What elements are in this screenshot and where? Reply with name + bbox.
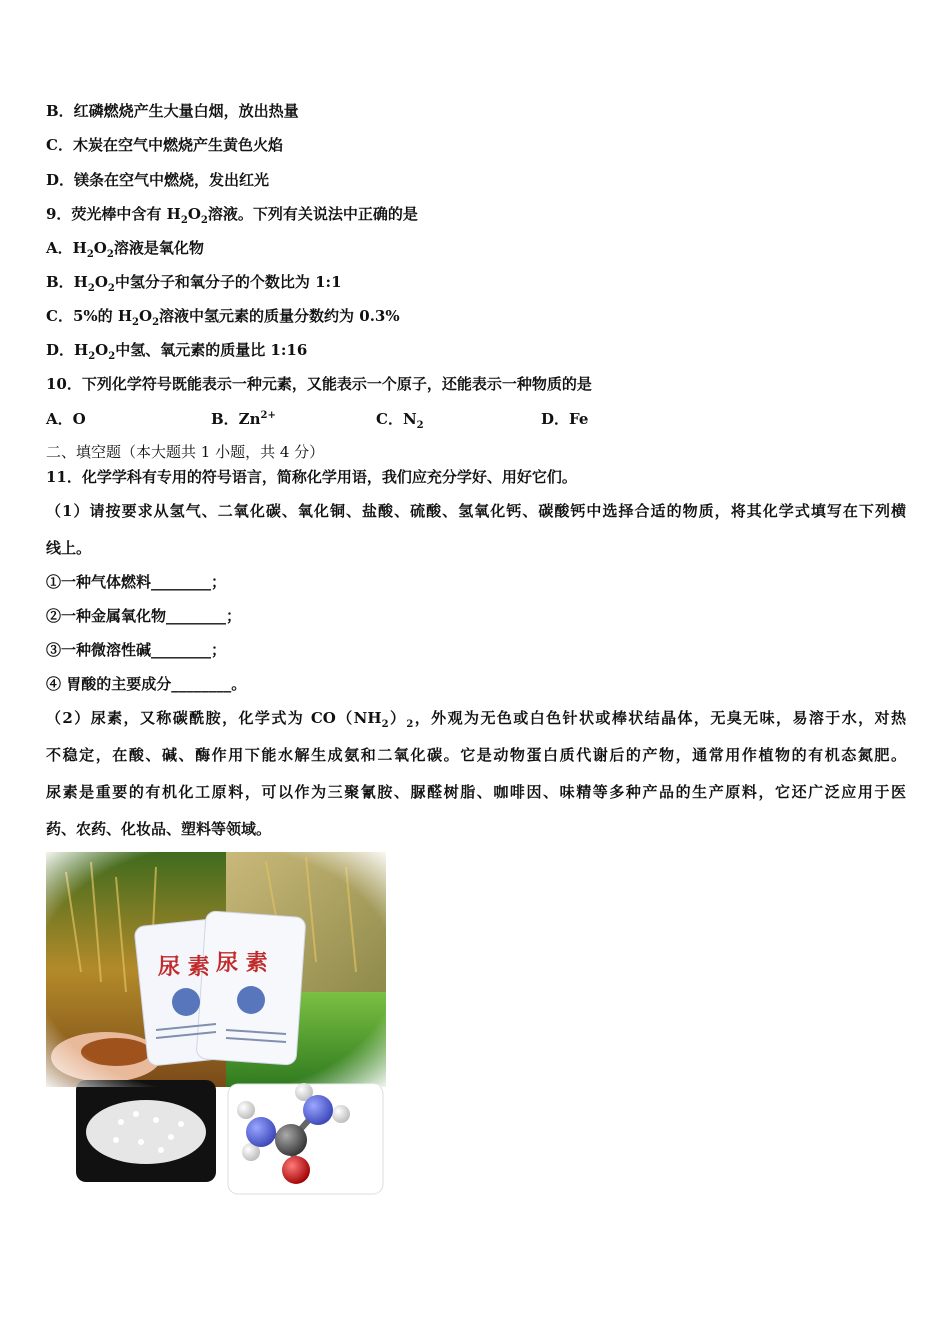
q9-option-c: C．5%的 $H_2O_2$溶液中氢元素的质量分数约为 0.3%: [46, 307, 400, 328]
q9-option-d: D．$H_2O_2$中氢、氧元素的质量比 1:16: [46, 341, 308, 362]
q10-options: [46, 408, 906, 431]
q11-item-1: ①一种气体燃料________；: [46, 573, 227, 591]
q11-part2-line1: （2）尿素，又称碳酰胺，化学式为 $CO(NH_2)_2$，外观为无色或白色针状或棒状结晶体，无臭无味，易溶于水，对热: [46, 709, 906, 730]
q9-option-a: A．$H_2O_2$溶液是氧化物: [46, 239, 204, 260]
q11-stem: 11．化学学科有专用的符号语言，简称化学用语，我们应充分学好、用好它们。: [46, 468, 577, 486]
q11-part2-line2: 不稳定，在酸、碱、酶作用下能水解生成氨和二氧化碳。它是动物蛋白质代谢后的产物，通常用作植物的有机态氮肥。: [46, 746, 906, 764]
q10-stem: 10．下列化学符号既能表示一种元素，又能表示一个原子，还能表示一种物质的是: [46, 375, 592, 393]
urea-collage-image: [46, 852, 386, 1196]
q10-option-a: A．O: [46, 410, 86, 428]
q8-option-c: C．木炭在空气中燃烧产生黄色火焰: [46, 136, 283, 154]
q9-stem: 9．荧光棒中含有 $H_2O_2$溶液。下列有关说法中正确的是: [46, 205, 418, 226]
q11-item-2: ②一种金属氧化物________；: [46, 607, 242, 625]
q8-option-b: B．红磷燃烧产生大量白烟，放出热量: [46, 102, 299, 120]
q10-option-d: D．Fe: [541, 410, 589, 428]
q11-part1-line1: （1）请按要求从氢气、二氧化碳、氧化铜、盐酸、硫酸、氢氧化钙、碳酸钙中选择合适的物质，将其化学式填写在下列横: [46, 502, 906, 520]
q9-option-b: B．$H_2O_2$中氢分子和氧分子的个数比为 1:1: [46, 273, 342, 294]
section-2-heading: 二、填空题（本大题共 1 小题，共 4 分）: [46, 443, 325, 461]
q11-item-3: ③一种微溶性碱________；: [46, 641, 227, 659]
q11-part1-line2: 线上。: [46, 539, 92, 557]
q11-item-4: ④ 胃酸的主要成分________。: [46, 675, 247, 693]
q8-option-d: D．镁条在空气中燃烧，发出红光: [46, 171, 270, 189]
q10-option-b: B．$Zn^{2+}$: [211, 410, 276, 428]
q10-option-c: C．$N_2$: [376, 410, 424, 431]
q11-part2-line4: 药、农药、化妆品、塑料等领域。: [46, 820, 272, 838]
q11-part2-line3: 尿素是重要的有机化工原料，可以作为三聚氰胺、脲醛树脂、咖啡因、味精等多种产品的生产原料，它还广泛应用于医: [46, 783, 906, 801]
